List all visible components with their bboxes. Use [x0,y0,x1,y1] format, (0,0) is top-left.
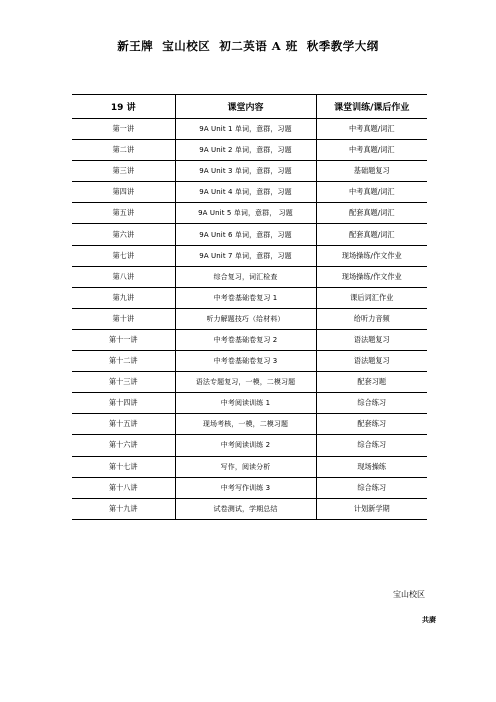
table-row [72,140,427,161]
homework-cell: 配套练习 [316,414,427,435]
header-lecture: 19 讲 [72,95,175,119]
content-cell: 现场考核，一模，二模习题 [175,414,316,435]
table-header-row [72,95,427,119]
lecture-cell: 第一讲 [72,119,175,140]
lecture-cell: 第八讲 [72,266,175,287]
table-row [72,287,427,308]
campus-label: 宝山校区 [393,590,425,599]
table-row [72,308,427,329]
table-row [72,266,427,287]
content-cell: 9A Unit 6 单词，意群，习题 [175,224,316,245]
content-cell: 9A Unit 3 单词，意群，习题 [175,161,316,182]
table-row [72,161,427,182]
table-row [72,456,427,477]
lecture-cell: 第十四讲 [72,393,175,414]
content-cell: 试卷测试，学期总结 [175,498,316,519]
homework-cell: 综合练习 [316,435,427,456]
table-row [72,414,427,435]
homework-cell: 计划新学期 [316,498,427,519]
header-homework: 课堂训练/课后作业 [316,95,427,119]
table-row [72,203,427,224]
lecture-cell: 第二讲 [72,140,175,161]
table-row [72,182,427,203]
lecture-cell: 第十讲 [72,308,175,329]
lecture-cell: 第十九讲 [72,498,175,519]
document-title: 新王牌 宝山校区 初二英语 A 班 秋季教学大纲 [117,39,379,53]
table-row [72,245,427,266]
lecture-cell: 第六讲 [72,224,175,245]
content-cell: 9A Unit 5 单词，意群， 习题 [175,203,316,224]
homework-cell: 配套习题 [316,372,427,393]
table-row [72,351,427,372]
homework-cell: 课后词汇作业 [316,287,427,308]
lecture-cell: 第十一讲 [72,329,175,350]
homework-cell: 给听力音频 [316,308,427,329]
lecture-cell: 第四讲 [72,182,175,203]
content-cell: 9A Unit 2 单词，意群，习题 [175,140,316,161]
content-cell: 9A Unit 7 单词，意群，习题 [175,245,316,266]
homework-cell: 综合练习 [316,393,427,414]
table-row [72,435,427,456]
table-row [72,372,427,393]
syllabus-table [72,94,427,520]
header-content: 课堂内容 [175,95,316,119]
table-row [72,329,427,350]
lecture-cell: 第五讲 [72,203,175,224]
homework-cell: 现场操练 [316,456,427,477]
lecture-cell: 第十二讲 [72,351,175,372]
content-cell: 中考卷基础卷复习 1 [175,287,316,308]
homework-cell: 综合练习 [316,477,427,498]
content-cell: 综合复习，词汇检查 [175,266,316,287]
lecture-cell: 第十五讲 [72,414,175,435]
table-row [72,393,427,414]
homework-cell: 中考真题/词汇 [316,140,427,161]
homework-cell: 配套真题/词汇 [316,224,427,245]
table-row [72,477,427,498]
content-cell: 中考写作训练 3 [175,477,316,498]
content-cell: 语法专题复习，一模，二模习题 [175,372,316,393]
lecture-cell: 第七讲 [72,245,175,266]
lecture-cell: 第三讲 [72,161,175,182]
homework-cell: 语法题复习 [316,329,427,350]
lecture-cell: 第十三讲 [72,372,175,393]
homework-cell: 现场操练/作文作业 [316,266,427,287]
table-body [72,119,427,520]
content-cell: 听力解题技巧（给材料） [175,308,316,329]
lecture-cell: 第十七讲 [72,456,175,477]
content-cell: 9A Unit 4 单词，意群，习题 [175,182,316,203]
homework-cell: 中考真题/词汇 [316,119,427,140]
content-cell: 写作，阅读分析 [175,456,316,477]
homework-cell: 现场操练/作文作业 [316,245,427,266]
homework-cell: 语法题复习 [316,351,427,372]
homework-cell: 中考真题/词汇 [316,182,427,203]
content-cell: 9A Unit 1 单词，意群，习题 [175,119,316,140]
content-cell: 中考阅读训练 2 [175,435,316,456]
homework-cell: 基础题复习 [316,161,427,182]
lecture-cell: 第十八讲 [72,477,175,498]
lecture-cell: 第九讲 [72,287,175,308]
author-signature: 共赓 [422,616,436,624]
content-cell: 中考卷基础卷复习 3 [175,351,316,372]
table-row [72,498,427,519]
content-cell: 中考阅读训练 1 [175,393,316,414]
homework-cell: 配套真题/词汇 [316,203,427,224]
content-cell: 中考卷基础卷复习 2 [175,329,316,350]
table-row [72,224,427,245]
lecture-cell: 第十六讲 [72,435,175,456]
table-row [72,119,427,140]
